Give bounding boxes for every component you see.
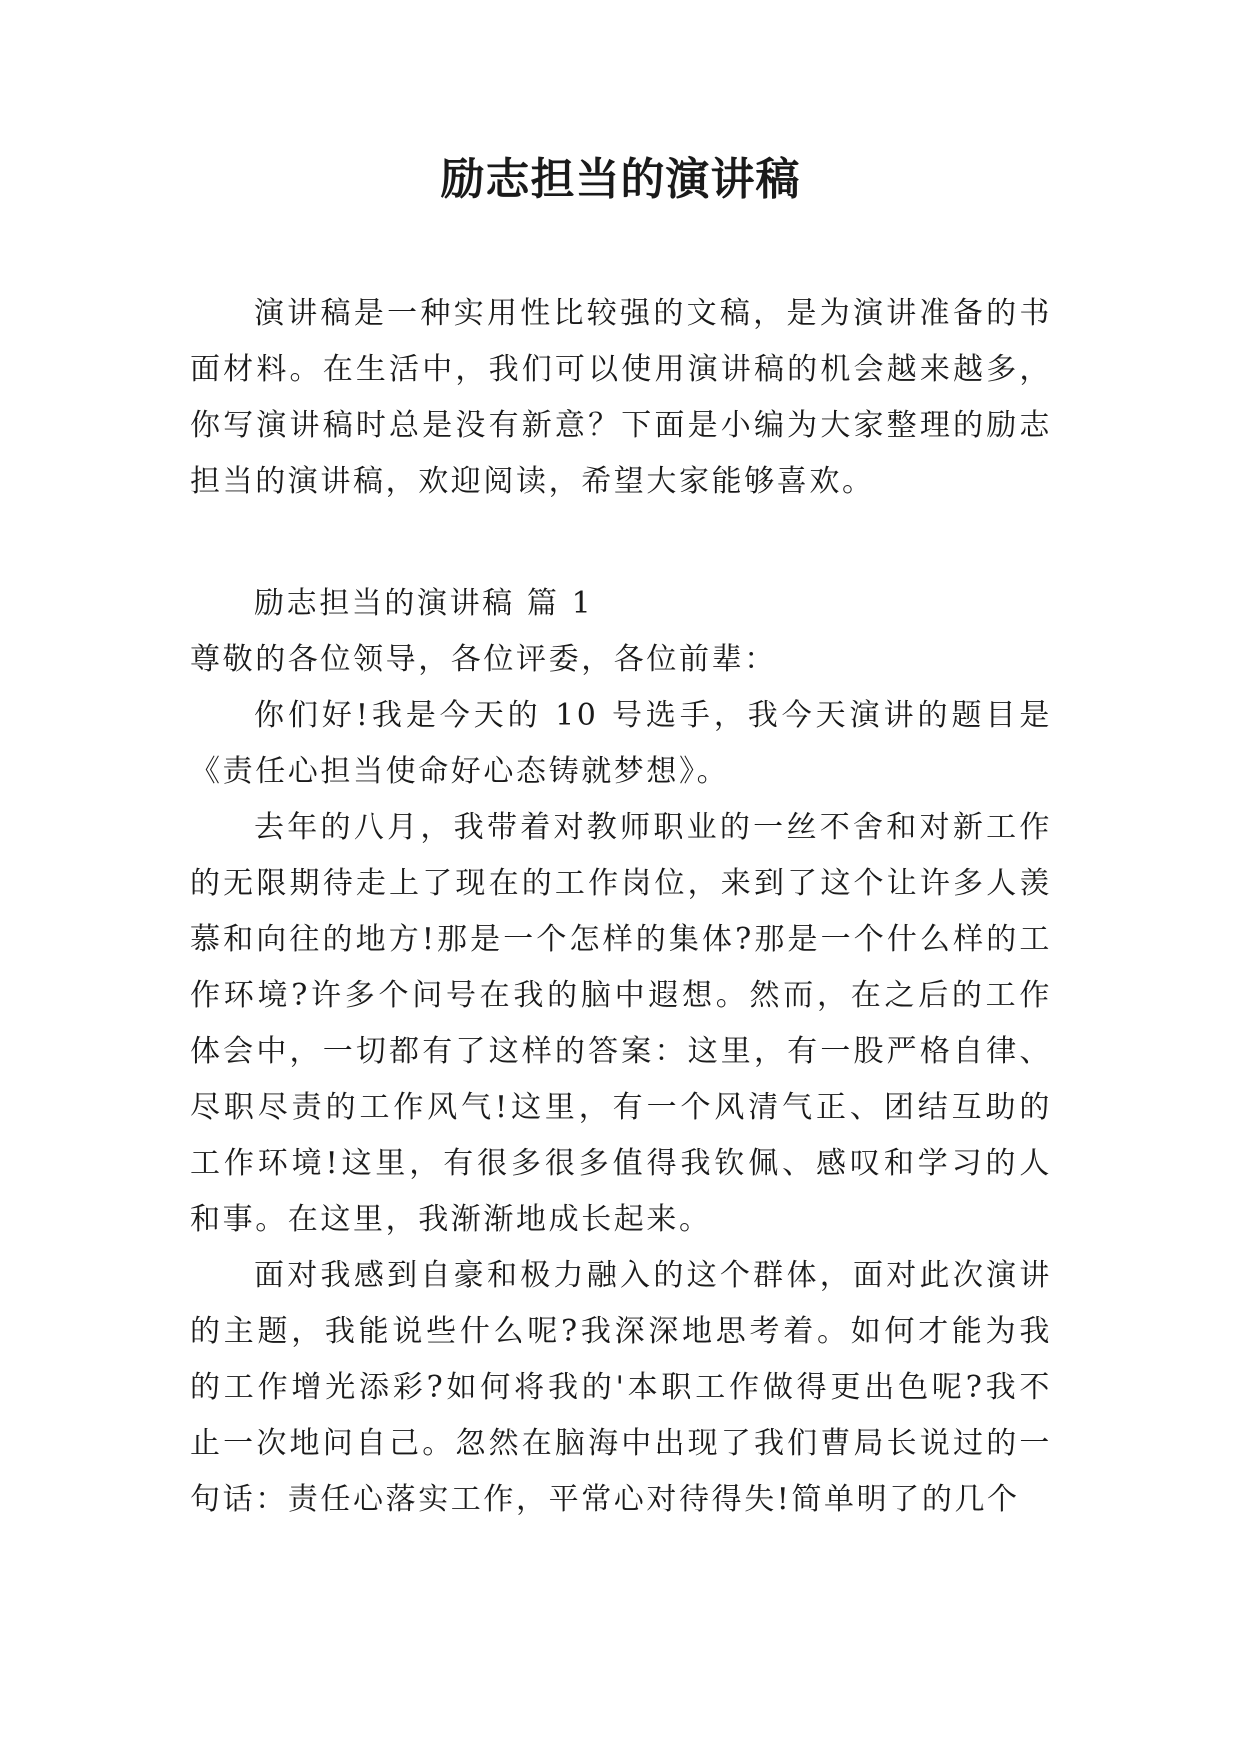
section-heading: 励志担当的演讲稿 篇 1 <box>254 586 594 621</box>
salutation: 尊敬的各位领导，各位评委，各位前辈： <box>190 642 777 677</box>
body-paragraph-3: 面对我感到自豪和极力融入的这个群体，面对此次演讲的主题，我能说些什么呢?我深深地思考着。如何才能为我的工作增光添彩?如何将我的'本职工作做得更出色呢?我不止一次地问自己。忽然在脑海中出现了我们曹局长说过的一句话：责任心落实工作，平常心对待得失!简单明了的几个 <box>190 1258 1052 1517</box>
document-title: 励志担当的演讲稿 <box>440 154 801 205</box>
body-paragraph-1: 你们好!我是今天的 10 号选手，我今天演讲的题目是《责任心担当使命好心态铸就梦想》。 <box>190 698 1052 789</box>
intro-paragraph: 演讲稿是一种实用性比较强的文稿，是为演讲准备的书面材料。在生活中，我们可以使用演讲稿的机会越来越多，你写演讲稿时总是没有新意？下面是小编为大家整理的励志担当的演讲稿，欢迎阅读，希望大家能够喜欢。 <box>190 296 1052 499</box>
intro-block <box>190 286 1052 510</box>
section-block <box>190 576 1052 1528</box>
body-paragraph-2: 去年的八月，我带着对教师职业的一丝不舍和对新工作的无限期待走上了现在的工作岗位，来到了这个让许多人羡慕和向往的地方!那是一个怎样的集体?那是一个什么样的工作环境?许多个问号在我的脑中遐想。然而，在之后的工作体会中，一切都有了这样的答案：这里，有一股严格自律、尽职尽责的工作风气!这里，有一个风清气正、团结互助的工作环境!这里，有很多很多值得我钦佩、感叹和学习的人和事。在这里，我渐渐地成长起来。 <box>190 810 1052 1237</box>
